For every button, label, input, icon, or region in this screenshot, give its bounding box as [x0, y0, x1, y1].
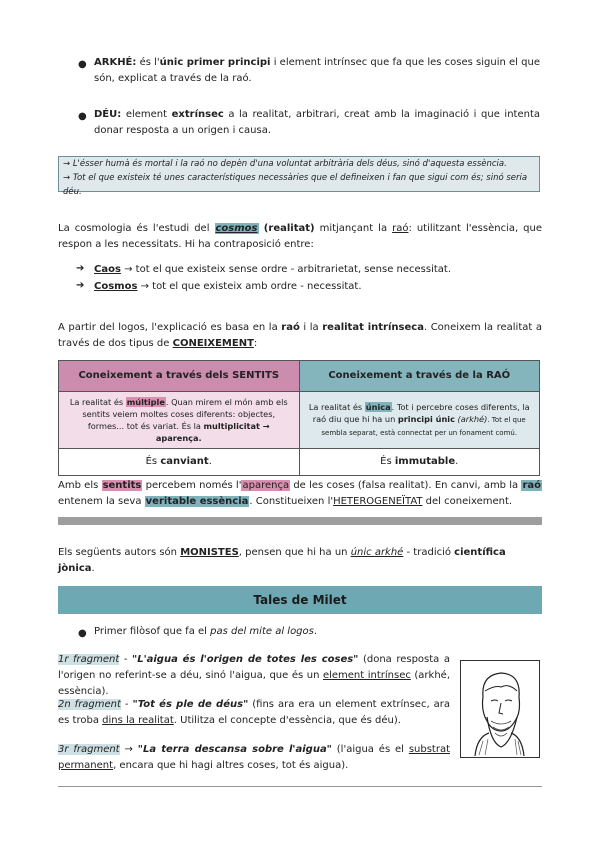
bullet-dot: ● [78, 59, 87, 70]
arrow-icon: ➔ [76, 280, 85, 291]
knowledge-table [58, 360, 540, 476]
contrast-caos: Caos → tot el que existeix sense ordre - arbitrarietat, sense necessitat. [94, 264, 452, 275]
bullet-dot: ● [78, 628, 87, 639]
senses-paragraph: Amb els sentits percebem només l'aparença de les coses (falsa realitat). En canvi, amb la raó entenem la seva veritable essència. Constitueixen l'HETEROGENEÏTAT del coneixement. [58, 480, 541, 507]
note-box [58, 156, 540, 197]
cell-reason-desc: La realitat és única. Tot i percebre coses diferents, la raó diu que hi ha un principi únic (arkhé). Tot el que sembla separat, està connectat per un fonament comú. [299, 392, 540, 449]
note-line-2: → Tot el que existeix té unes característiques necessàries que el defineixen i fan que sigui com és; sinó seria déu. [63, 173, 528, 197]
fragment-2: 2n fragment - "Tot és ple de déus" (fins ara era un element extrínsec, ara es troba dins la realitat. Utilitza el concepte d'essència, que és déu). [58, 699, 450, 726]
arrow-icon: ➔ [76, 263, 85, 274]
portrait-illustration [461, 661, 538, 756]
cell-reason-immutable: És immutable. [299, 449, 540, 476]
contrast-cosmos: Cosmos → tot el que existeix amb ordre - necessitat. [94, 281, 362, 292]
section-title: Tales de Milet [58, 586, 542, 614]
deu-definition: DÉU: element extrínsec a la realitat, arbitrari, creat amb la imaginació i que intenta donar resposta a un origen i causa. [94, 109, 540, 136]
thales-portrait [460, 660, 540, 758]
bottom-divider [58, 786, 542, 787]
arkhe-definition: ARKHÉ: és l'únic primer principi i element intrínsec que fa que les coses siguin el que són, explicat a través de la raó. [94, 57, 540, 84]
section-divider [58, 517, 542, 525]
cell-senses-change: És canviant. [59, 449, 300, 476]
header-senses: Coneixement a través dels SENTITS [59, 361, 300, 392]
monists-paragraph: Els següents autors són MONISTES, pensen que hi ha un únic arkhé - tradició científica jònica. [58, 547, 506, 574]
logos-paragraph: A partir del logos, l'explicació es basa en la raó i la realitat intrínseca. Coneixem la realitat a través de dos tipus de CONEIXEMENT: [58, 322, 542, 349]
header-reason: Coneixement a través de la RAÓ [299, 361, 540, 392]
fragment-1: 1r fragment - "L'aigua és l'origen de totes les coses" (dona resposta a l'origen no referint-se a déu, sinó l'aigua, que és un element intrínsec (arkhé, essència). [58, 654, 450, 697]
fragment-3: 3r fragment → "La terra descansa sobre l'aigua" (l'aigua és el substrat permanent, encara que hi hagi altres coses, tot és aigua). [58, 744, 450, 771]
note-line-1: → L'ésser humà és mortal i la raó no depèn d'una voluntat arbitrària dels déus, sinó d'aquesta essència. [63, 159, 507, 169]
bullet-dot: ● [78, 111, 87, 122]
cell-senses-desc: La realitat és múltiple. Quan mirem el món amb els sentits veiem moltes coses diferents: objectes, formes... tot és variat. És la multiplicitat → aparença. [59, 392, 300, 449]
tales-intro: Primer filòsof que fa el pas del mite al logos. [94, 626, 318, 637]
cosmology-paragraph: La cosmologia és l'estudi del cosmos (realitat) mitjançant la raó: utilitzant l'essència, que respon a les necessitats. Hi ha contraposició entre: [58, 223, 542, 250]
